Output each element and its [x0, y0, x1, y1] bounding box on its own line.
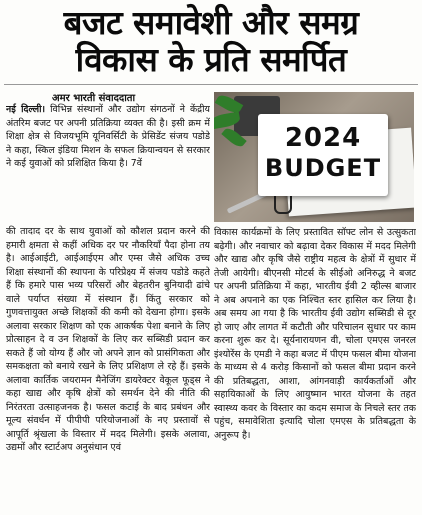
dateline: नई दिल्ली।: [6, 104, 46, 115]
article-column-1: [6, 225, 210, 515]
budget-card: [258, 114, 388, 196]
article-text-1: की तादाद दर के साथ युवाओं को कौशल प्रदान करने की हमारी क्षमता से कहीं अधिक दर पर नौकरियाँ पैदा होना तय है। आईआईटी, आईआईएम और एम्स जैसे अधिक उच्च शिक्षा संस्थानों की स्थापना के परिप्रेक्ष्य में संजय पडोडे कहते हैं कि हमारे पास भव्य परिसरों और बेहतरीन बुनियादी ढांचे वाले पर्याप्त संख्या में संस्थान हैं। किंतु सरकार को गुणवत्तायुक्त अच्छे शिक्षकों की कमी को देखना होगा। इसके अलावा सरकार शिक्षण को एक आकर्षक पेशा बनाने के लिए प्रोत्साहन दे व उन शिक्षकों के लिए कर सब्सिडी प्रदान कर सकते हैं जो योग्य हैं और जो अपने ज्ञान को प्रासंगिकता और समकक्षता को बनाये रखने के लिए प्रशिक्षण ले रहे हैं। इसके अलावा कार्तिक जयरामन मैनेजिंग डायरेक्टर वेकूल फूड्स ने कहा खाद्य और कृषि क्षेत्रों को समर्थन देने की नीति की निरंतरता उत्साहजनक है। फसल कटाई के बाद प्रबंधन और मूल्य संवर्धन में पीपीपी परियोजनाओं के नए प्रस्तावों से आपूर्ति श्रृंखला के विस्तार में मदद मिलेगी। इसके अलावा, उद्यमों और स्टार्टअप अनुसंधान एवं: [6, 226, 210, 453]
budget-photo: [214, 92, 414, 222]
budget-year: 2024: [284, 123, 362, 153]
budget-word: BUDGET: [264, 154, 382, 182]
article-text-2: विकास कार्यक्रमों के लिए प्रस्तावित सॉफ्ट लोन से उत्सुकता बढ़ेगी। और नवाचार को बढ़ावा देकर विकास में मदद मिलेगी और खाद्य और कृषि जैसे राष्ट्रीय महत्व के क्षेत्रों में सुधार में तेजी आयेगी। बीएनसी मोटर्स के सीईओ अनिरुद्ध ने बजट पर अपनी प्रतिक्रिया में कहा, भारतीय ईवी 2 व्हील्स बाजार ने अब अपनाने का एक निश्चित स्तर हासिल कर लिया है। अब समय आ गया है कि भारतीय ईवी उद्योग सब्सिडी से दूर हो जाए और लागत में कटौती और परिचालन सुधार पर काम करना शुरू कर दे। सूर्यनारायणन वी, चोला एमएस जनरल इंश्योरेंस के एमडी ने कहा बजट में पीएम फसल बीमा योजना के माध्यम से 4 करोड़ किसानों को फसल बीमा प्रदान करने की प्रतिबद्धता, आशा, आंगनवाड़ी कार्यकर्ताओं और सहायिकाओं के लिए आयुष्मान भारत योजना के तहत स्वास्थ्य कवर के विस्तार का कदम समाज के निचले स्तर तक पहुंच, समावेशिता इत्यादि चोला एमएस के प्रतिबद्धता के अनुरूप है।: [214, 227, 416, 441]
headline-line-2: विकास के प्रति समर्पित: [75, 40, 347, 79]
article-column-2: [214, 226, 416, 515]
article-column-1-top: [6, 103, 210, 225]
byline: अमर भारती संवाददाता: [52, 93, 136, 104]
headline-line-1: बजट समावेशी और समग्र: [63, 3, 359, 42]
article-lead: विभिन्न संस्थानों और उद्योग संगठनों ने केंद्रीय अंतरिम बजट पर अपनी प्रतिक्रिया व्यक्त की है। इसी क्रम में शिक्षा क्षेत्र से विजयभूमि यूनिवर्सिटी के प्रेसिडेंट संजय पडोडे ने कहा, स्किल इंडिया मिशन के सफल क्रियान्वयन से सरकार ने कई युवाओं को प्रशिक्षित किया है। 7वें: [6, 104, 210, 169]
headline: [6, 4, 416, 78]
headline-rule: [4, 84, 418, 85]
